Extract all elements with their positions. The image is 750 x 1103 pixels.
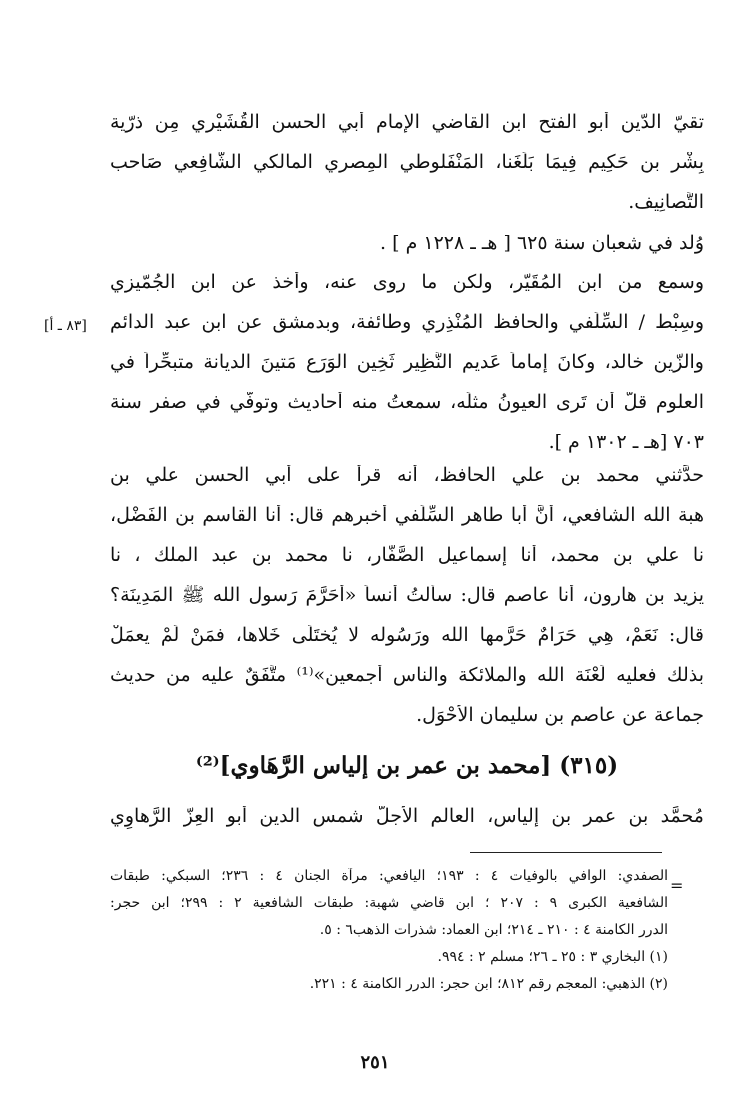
text-line: وسمع من ابن المُقَيّر، ولكن ما روى عنه، وأخذ عن ابن الجُمّيزي: [110, 272, 704, 293]
entry-heading: (٣١٥) [محمد بن عمر بن إلياس الرَّهَاوي]⁽²⁾: [195, 752, 619, 779]
footnote-1: (١) البخاري ٣ : ٢٥ ـ ٢٦؛ مسلم ٢ : ٩٩٤.: [437, 949, 668, 965]
footnote-line: الشافعية الكبرى ٩ : ٢٠٧ ؛ ابن قاضي شهبة: طبقات الشافعية ٢ : ٢٩٩؛ ابن حجر:: [110, 895, 668, 911]
entry-paragraph: [110, 806, 704, 846]
manuscript-folio-note: [٨٣ ـ أ]: [44, 318, 87, 334]
text-line: نا علي بن محمد، أنا إسماعيل الصَّفّار، نا محمد بن عبد الملك ، نا: [110, 545, 704, 566]
hadith-paragraph: [110, 465, 704, 745]
footnote-divider: [470, 852, 662, 853]
page-number: ٢٥١: [360, 1052, 390, 1073]
text-line: التَّصانِيف.: [628, 192, 704, 213]
footnote-continuation-mark: =: [670, 876, 684, 895]
footnote-line: الدرر الكامنة ٤ : ٢١٠ ـ ٢١٤؛ ابن العماد: شذرات الذهب٦ : ٥.: [319, 922, 668, 938]
text-line: قال: نَعَمْ، هِي حَرَامٌ حَرَّمها الله ورَسُوله لا يُختَلَى خَلاها، فمَنْ لَمْ يعمَلْ: [110, 625, 704, 646]
text-line: ٧٠٣ [هـ ـ ١٣٠٢ م ].: [548, 432, 704, 453]
footnote-line: الصفدي: الوافي بالوفيات ٤ : ١٩٣؛ اليافعي: مرآة الجنان ٤ : ٢٣٦؛ السبكي: طبقات: [110, 868, 668, 884]
footnote-2: (٢) الذهبي: المعجم رقم ٨١٢؛ ابن حجر: الدرر الكامنة ٤ : ٢٢١.: [309, 976, 668, 992]
intro-paragraph: [110, 112, 704, 232]
text-line: مُحمَّد بن عمر بن إلياس، العالم الأجلُّ شمس الدين أبو العِزّ الرَّهاوِي: [110, 806, 704, 827]
text-line: هبة الله الشافعي، أنَّ أبا طاهر السِّلَفي أخبرهم قال: أنا القاسم بن الفَضْل،: [110, 505, 704, 526]
text-line: جماعة عن عاصم بن سليمان الأحْوَل.: [416, 705, 704, 726]
text-line: حدَّثني محمد بن علي الحافظ، أنه قرأ على أبي الحسن علي بن: [110, 465, 704, 486]
text-line: وُلد في شعبان سنة ٦٢٥ [ هـ ـ ١٢٢٨ م ] .: [380, 233, 704, 254]
birth-paragraph: [110, 233, 704, 273]
text-line: تقيّ الدّين أبو الفتح ابن القاضي الإمام أبي الحسن القُشَيْري مِن ذرّية: [110, 112, 704, 133]
footnotes: [110, 868, 704, 1003]
biography-paragraph: [110, 272, 704, 472]
text-line: بذلك فعليه لَعْنَة الله والملائكة والناس أجمعين»⁽¹⁾ متَّفَقٌ عليه من حديث: [110, 665, 704, 686]
text-line: وسِبْط / السِّلَفي والحافظ المُنْذِري وطائفة، وبدمشق عن ابن عبد الدائم: [110, 312, 704, 333]
text-line: يزيد بن هارون، أنا عاصم قال: سألتُ أنساً «أحَرَّمَ رَسول الله ﷺ المَدِينَة؟: [110, 585, 704, 606]
text-line: والزّين خالد، وكانَ إماماً عَديم النَّظِير ثَخِين الوَرَع مَتينَ الديانة متبحِّراً في: [110, 352, 704, 373]
text-line: العلوم قلَّ أن تَرى العيونُ مثلَه، سمعتُ منه أحاديث وتوفّي في صفر سنة: [110, 392, 704, 413]
text-line: بِشْر بن حَكِيم فِيمَا بَلَغَنا، المَنْفَلوطي المِصري المالكي الشّافِعي صَاحب: [110, 152, 704, 173]
